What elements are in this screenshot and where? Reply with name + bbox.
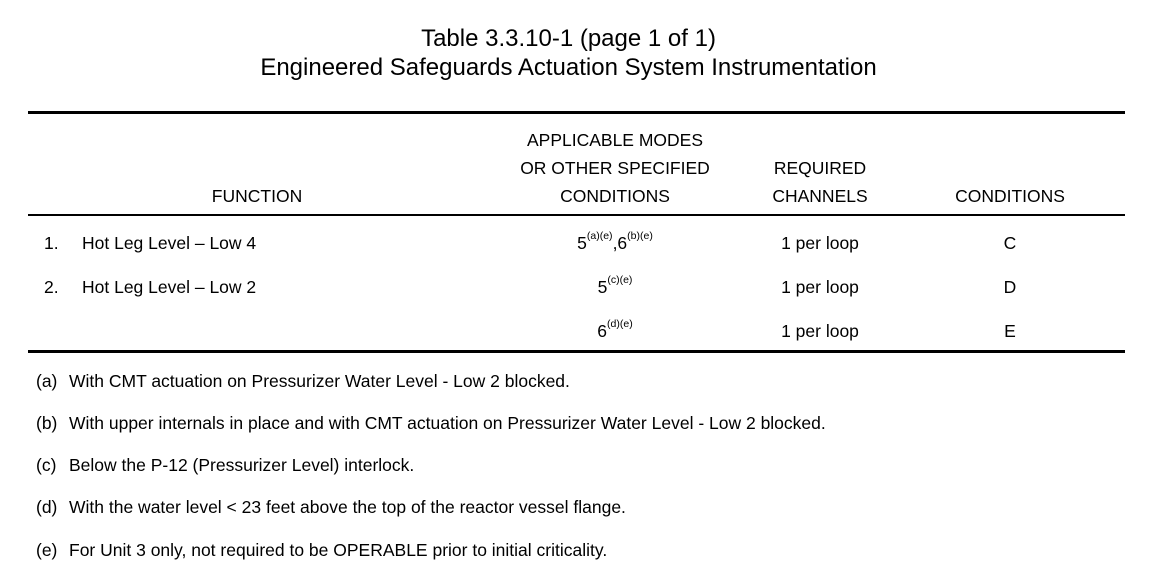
row-channels: 1 per loop — [781, 277, 859, 297]
footnote-text: With the water level < 23 feet above the top of the reactor vessel flange. — [69, 497, 626, 517]
row-channels: 1 per loop — [781, 321, 859, 341]
row-modes — [495, 230, 735, 253]
row-condition: D — [1003, 277, 1017, 297]
row-number: 1. — [44, 233, 59, 253]
row-condition: E — [1004, 321, 1016, 341]
table-top-rule — [28, 111, 1125, 114]
footnote — [36, 371, 570, 391]
mode-value: 5 — [577, 233, 587, 253]
mode-footnote-ref: (a)(e) — [586, 230, 613, 242]
header-function: FUNCTION — [211, 186, 303, 206]
footnote-text: With upper internals in place and with CMT actuation on Pressurizer Water Level - Low 2 blocked. — [69, 413, 826, 433]
footnote — [36, 455, 414, 475]
mode-value: 6 — [597, 321, 608, 341]
row-modes — [495, 274, 735, 297]
header-modes-line3: CONDITIONS — [560, 186, 670, 206]
row-condition: C — [1003, 233, 1017, 253]
mode-value: ,6 — [612, 233, 628, 253]
footnote — [36, 540, 607, 560]
table-bottom-rule — [28, 350, 1125, 353]
footnote-label: (c) — [36, 455, 57, 475]
mode-footnote-ref: (b)(e) — [627, 230, 653, 242]
footnote-label: (d) — [36, 497, 58, 517]
header-modes-line2: OR OTHER SPECIFIED — [520, 158, 710, 178]
mode-footnote-ref: (c)(e) — [607, 274, 633, 286]
footnote — [36, 497, 626, 517]
mode-footnote-ref: (d)(e) — [607, 318, 633, 330]
header-modes-line1: APPLICABLE MODES — [526, 130, 704, 150]
footnote-label: (b) — [36, 413, 58, 433]
footnote-text: For Unit 3 only, not required to be OPERABLE prior to initial criticality. — [69, 540, 608, 560]
row-channels: 1 per loop — [781, 233, 859, 253]
header-channels-line2: CHANNELS — [772, 186, 868, 206]
row-number: 2. — [44, 277, 59, 297]
header-channels-line1: REQUIRED — [773, 158, 867, 178]
mode-value: 5 — [597, 277, 608, 297]
footnote — [36, 413, 826, 433]
row-function: Hot Leg Level – Low 4 — [82, 233, 257, 253]
footnote-text: Below the P-12 (Pressurizer Level) interlock. — [69, 455, 415, 475]
row-function: Hot Leg Level – Low 2 — [82, 277, 257, 297]
footnote-label: (a) — [36, 371, 58, 391]
footnote-label: (e) — [36, 540, 58, 560]
table-title: Table 3.3.10-1 (page 1 of 1) — [421, 25, 716, 52]
row-modes — [495, 318, 735, 341]
header-rule — [28, 214, 1125, 216]
header-conditions: CONDITIONS — [955, 186, 1065, 206]
footnote-text: With CMT actuation on Pressurizer Water Level - Low 2 blocked. — [69, 371, 570, 391]
table-subtitle: Engineered Safeguards Actuation System Instrumentation — [260, 54, 877, 81]
